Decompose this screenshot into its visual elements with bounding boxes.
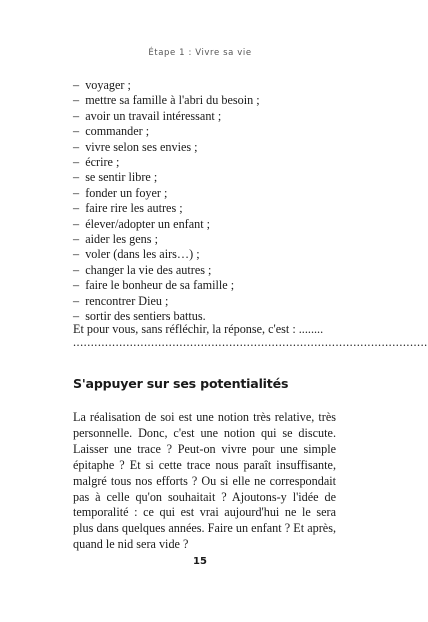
list-item: – se sentir libre ;: [73, 170, 343, 185]
section-title: S'appuyer sur ses potentialités: [73, 376, 289, 391]
body-paragraph: La réalisation de soi est une notion très relative, très personnelle. Donc, c'est une notion qui se discute. Laisser une trace ? Peut-on vivre pour une simple épitaphe ? Et si cette trace nous paraît insuffisante, malgré tous nos efforts ? Ou si elle ne correspondait pas à celle qu'on souhaitait ? Ajoutons-y l'idée de temporalité : ce qui est vrai aujourd'hui ne le sera plus dans quelques années. Faire un enfant ? Et après, quand le nid sera vide ?: [73, 410, 336, 552]
list-item: – aider les gens ;: [73, 232, 343, 247]
list-item: – faire le bonheur de sa famille ;: [73, 278, 343, 293]
list-item: – voyager ;: [73, 78, 343, 93]
answer-line: ....................................................................................................: [73, 335, 428, 349]
list-item: – écrire ;: [73, 155, 343, 170]
list-item: – changer la vie des autres ;: [73, 263, 343, 278]
list-item: – rencontrer Dieu ;: [73, 294, 343, 309]
running-header: Étape 1 : Vivre sa vie: [148, 48, 252, 58]
list-item: – mettre sa famille à l'abri du besoin ;: [73, 93, 343, 108]
list-item: – commander ;: [73, 124, 343, 139]
list-item: – avoir un travail intéressant ;: [73, 109, 343, 124]
list-item: – fonder un foyer ;: [73, 186, 343, 201]
motivation-list: [73, 78, 343, 325]
list-item: – vivre selon ses envies ;: [73, 140, 343, 155]
list-item: – voler (dans les airs…) ;: [73, 247, 343, 262]
list-item: – sortir des sentiers battus.: [73, 309, 343, 324]
list-item: – élever/adopter un enfant ;: [73, 217, 343, 232]
closing-question: Et pour vous, sans réfléchir, la réponse, c'est : ........: [73, 322, 324, 336]
list-item: – faire rire les autres ;: [73, 201, 343, 216]
page-number: 15: [193, 556, 207, 567]
